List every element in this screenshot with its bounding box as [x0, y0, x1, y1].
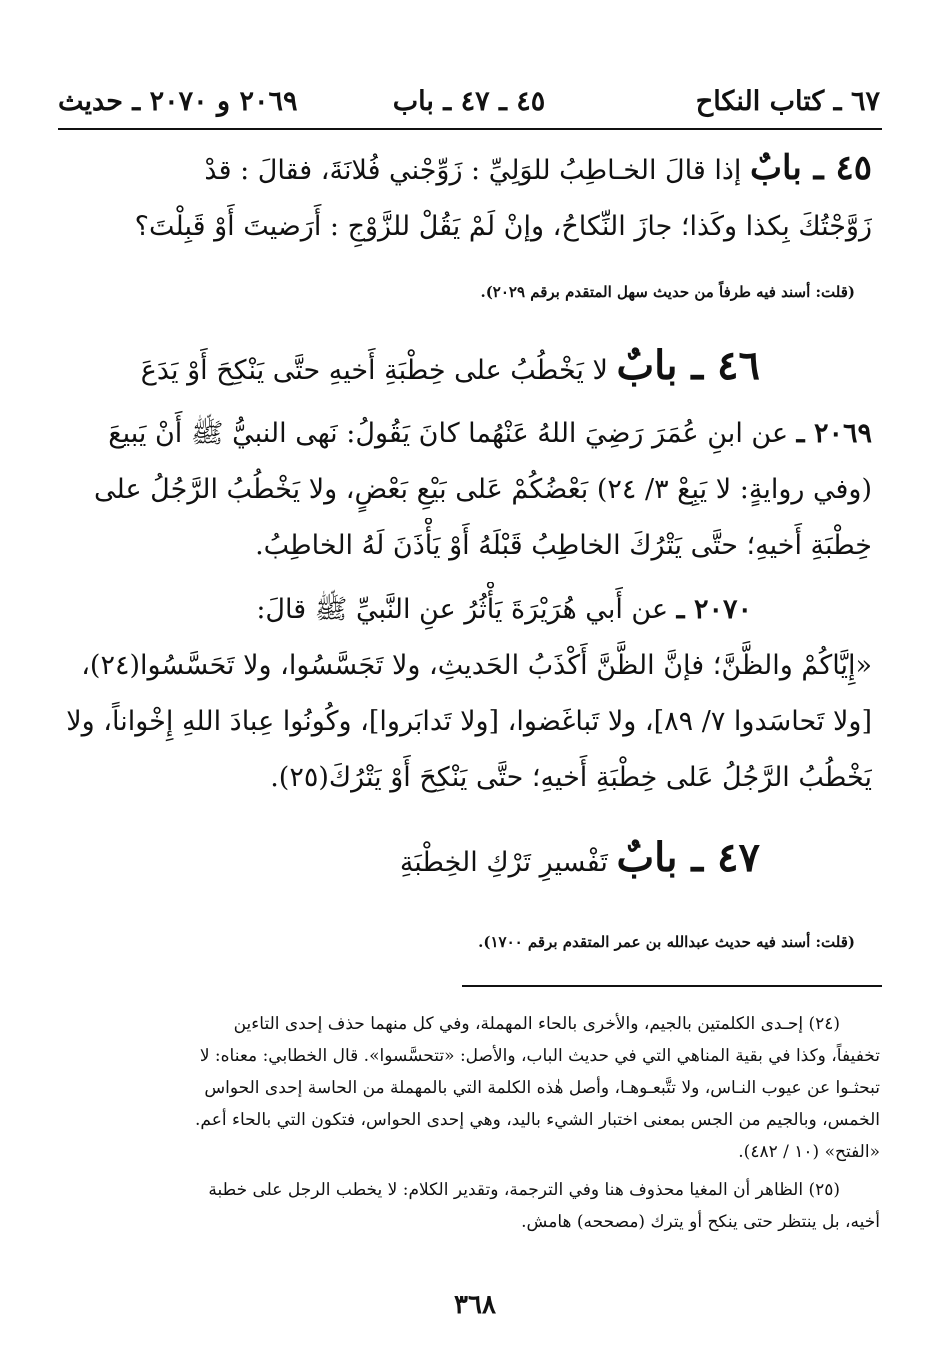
- header-book-title: ٦٧ ـ كتاب النكاح: [695, 86, 880, 117]
- bab-47-title: ٤٧ ـ بابٌ: [616, 834, 760, 881]
- bab-46-text: لا يَخْطُبُ على خِطْبَةِ أَخيهِ حتَّى يَنْكِحَ أَوْ يَدَعَ: [140, 355, 608, 386]
- footnote-25-line-2: أخيه، بل ينتظر حتى ينكح أو يترك (مصححه) هامش.: [521, 1212, 880, 1232]
- hadith-2070-number: ٢٠٧٠ ـ: [676, 594, 752, 625]
- running-header: [58, 82, 880, 126]
- hadith-2069-line-2: (وفي روايةٍ: لا يَبِعْ ٣/ ٢٤) بَعْضُكُمْ عَلى بَيْعِ بَعْضٍ، ولا يَخْطُبُ الرَّجُلُ على: [94, 474, 872, 505]
- bab-45-text: إذا قالَ الخـاطِبُ للوَلِيِّ : زَوِّجْني فُلانَةَ، فقالَ : قدْ: [204, 155, 742, 186]
- bab-46-heading: [60, 338, 760, 399]
- bab-45-note: (قلت: أسند فيه طرفاً من حديث سهل المتقدم برقم ٢٠٢٩).: [480, 283, 855, 301]
- footnote-25-line-1: (٢٥) الظاهر أن المغيا محذوف هنا وفي الترجمة، وتقدير الكلام: لا يخطب الرجل على خطبة: [208, 1180, 840, 1200]
- bab-45-heading-line: [60, 140, 872, 199]
- hadith-2069-line-3: خِطْبَةِ أَخيهِ؛ حتَّى يَتْرُكَ الخاطِبُ قَبْلَهُ أَوْ يَأْذَنَ لَهُ الخاطِبُ.: [255, 530, 872, 561]
- bab-47-text: تَفْسيرِ تَرْكِ الخِطْبَةِ: [399, 847, 608, 878]
- hadith-2070: [60, 582, 872, 806]
- header-chapter-range: ٤٥ ـ ٤٧ ـ باب: [392, 86, 546, 117]
- hadith-2070-line-3: [ولا تَحاسَدوا ٧/ ٨٩]، ولا تَباغَضوا، [ولا تَدابَروا]، وكُونُوا عِبادَ اللهِ إِخْواناً، ولا: [66, 706, 872, 737]
- bab-45-title: ٤٥ ـ بابٌ: [750, 148, 872, 188]
- footnote-separator: [462, 985, 882, 987]
- bab-45-section: [60, 140, 872, 255]
- page-number: ٣٦٨: [454, 1290, 496, 1320]
- footnote-24-line-4: الخمس، وبالجيم من الجس بمعنى اختبار الشيء باليد، وهي إحدى الحواس، فتكون التي بالحاء أعم.: [195, 1110, 880, 1130]
- footnotes: [58, 1008, 880, 1238]
- header-rule: [58, 128, 882, 130]
- hadith-2070-line-1: [60, 582, 872, 638]
- hadith-2070-text-1: عن أَبي هُرَيْرَةَ يَأْثُرُ عنِ النَّبيِّ ﷺ قالَ:: [256, 594, 669, 625]
- hadith-2069-text-1: عن ابنِ عُمَرَ رَضِيَ اللهُ عَنْهُما كانَ يَقُولُ: نَهى النبيُّ ﷺ أَنْ يَبيعَ: [108, 418, 789, 449]
- header-hadith-range: ٢٠٦٩ و ٢٠٧٠ ـ حديث: [58, 86, 298, 117]
- hadith-2070-line-2: «إِيَّاكُمْ والظَّنَّ؛ فإنَّ الظَّنَّ أَكْذَبُ الحَديثِ، ولا تَجَسَّسُوا، ولا تَحَسَّسُوا(٢٤)،: [81, 650, 872, 681]
- footnote-24-line-1: (٢٤) إحـدى الكلمتين بالجيم، والأخرى بالحاء المهملة، وفي كل منهما حذف إحدى التاءين: [233, 1014, 840, 1034]
- footnote-24-line-3: تبحثـوا عن عيوب النـاس، ولا تتَّبعـوهـا، وأصل هٰذه الكلمة التي بالمهملة من الحاسة إحدى الحواس: [204, 1078, 880, 1098]
- footnote-24-line-2: تخفيفاً، وكذا في بقية المناهي التي في حديث الباب، والأصل: «تتحسَّسوا». قال الخطابي: معناه: لا: [199, 1046, 880, 1066]
- hadith-2069-number: ٢٠٦٩ ـ: [796, 418, 872, 449]
- bab-47-heading: [60, 830, 760, 891]
- bab-46-title: ٤٦ ـ بابٌ: [616, 342, 760, 389]
- hadith-2069-line-1: [60, 406, 872, 462]
- hadith-2070-line-4: يَخْطُبُ الرَّجُلُ عَلى خِطْبَةِ أَخيهِ؛ حتَّى يَنْكِحَ أَوْ يَتْرُكَ(٢٥).: [270, 762, 872, 793]
- footnote-24-line-5: «الفتح» (١٠ / ٤٨٢).: [738, 1142, 880, 1162]
- bab-47-note: (قلت: أسند فيه حديث عبدالله بن عمر المتقدم برقم ١٧٠٠).: [478, 933, 855, 951]
- bab-45-text-line-2: زَوَّجْتُكَ بِكذا وكَذا؛ جازَ النِّكاحُ، وإنْ لَمْ يَقُلْ للزَّوْجِ : أَرَضيتَ أَوْ قَبِلْتَ؟: [134, 211, 872, 242]
- hadith-2069: [60, 406, 872, 574]
